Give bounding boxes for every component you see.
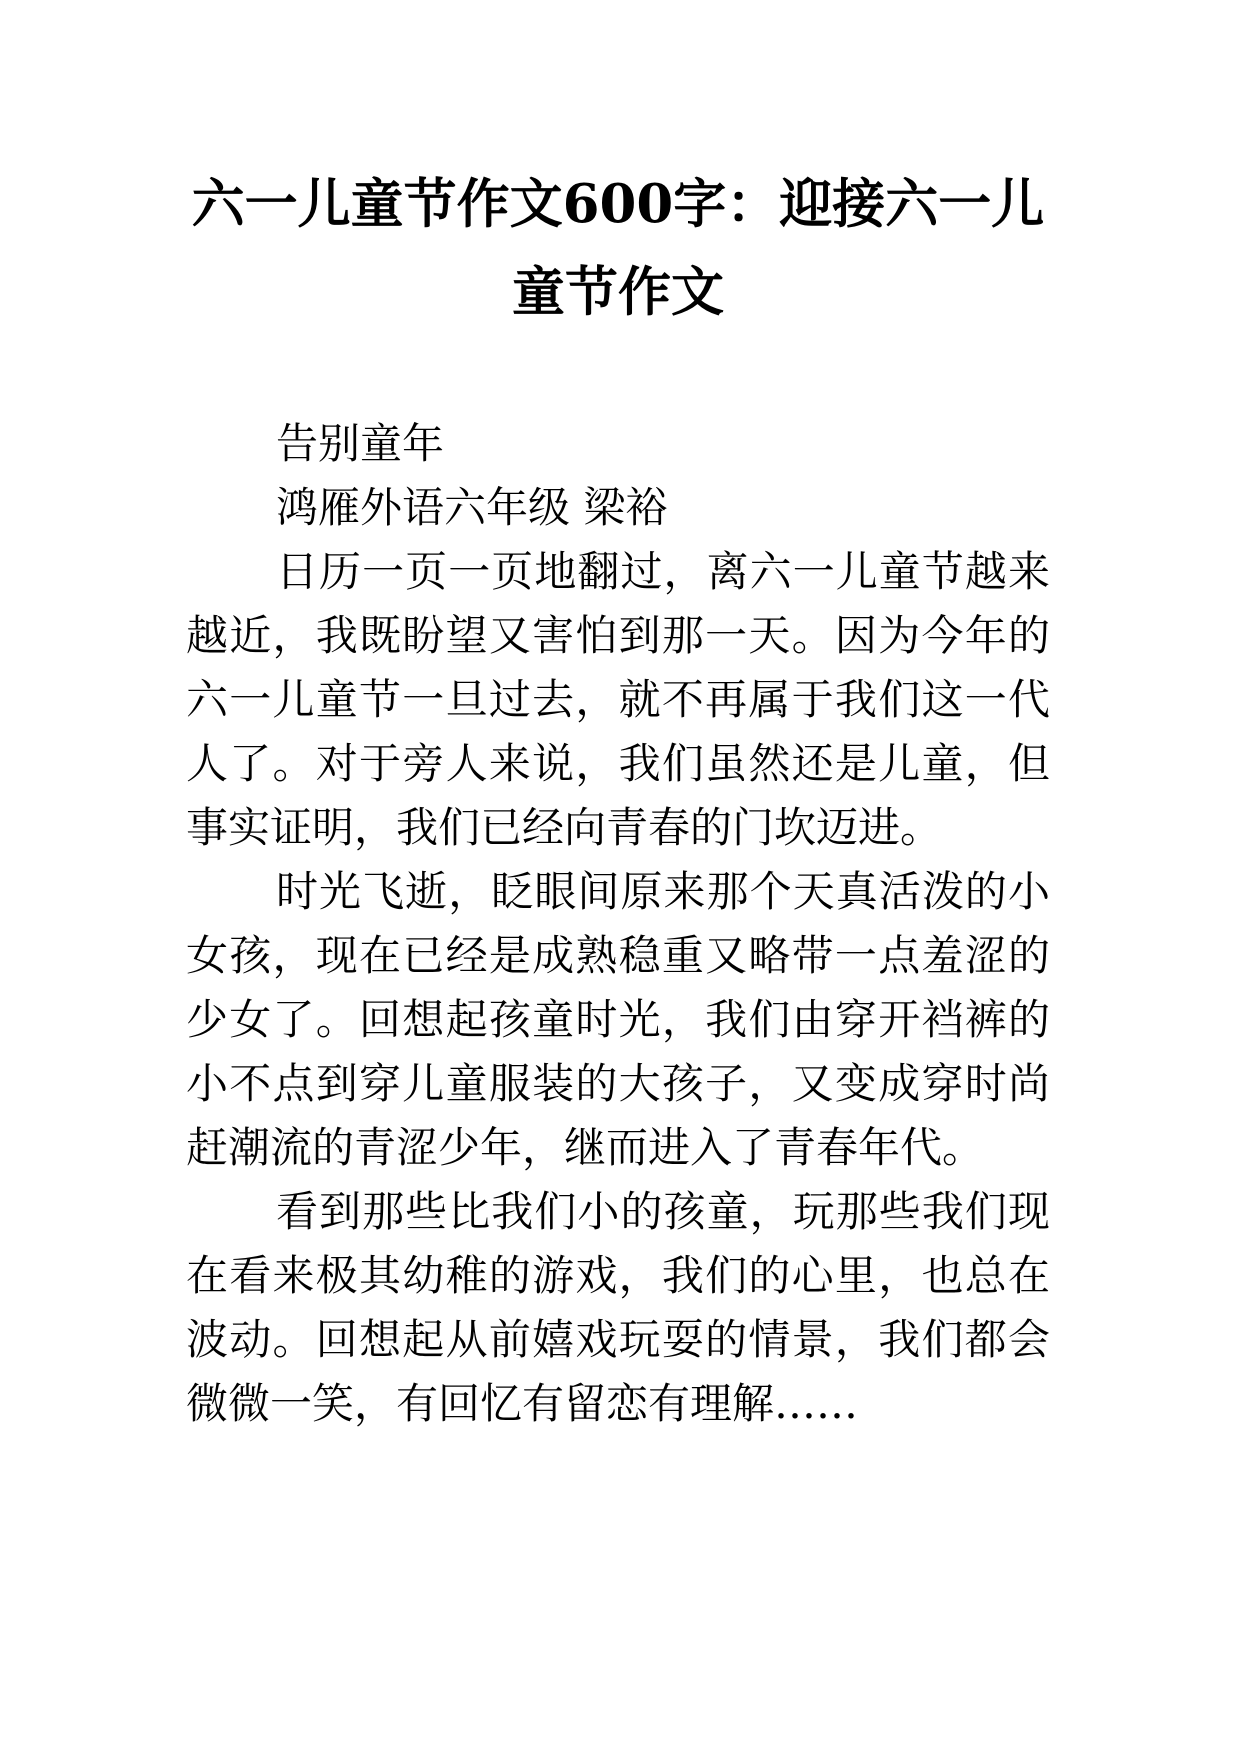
paragraph-1: 日历一页一页地翻过，离六一儿童节越来越近，我既盼望又害怕到那一天。因为今年的六一儿童节一旦过去，就不再属于我们这一代人了。对于旁人来说，我们虽然还是儿童，但事实证明，我们已经向青春的门坎迈进。: [186, 547, 1050, 852]
essay-subtitle: 告别童年: [276, 419, 445, 468]
document-page: [186, 0, 1050, 1754]
essay-author: 鸿雁外语六年级 梁裕: [276, 483, 668, 532]
title-line-2: 童节作文: [512, 261, 724, 323]
title-line-1: 六一儿童节作文600字：迎接六一儿: [191, 173, 1045, 235]
paragraph-2: 时光飞逝，眨眼间原来那个天真活泼的小女孩，现在已经是成熟稳重又略带一点羞涩的少女了。回想起孩童时光，我们由穿开裆裤的小不点到穿儿童服装的大孩子，又变成穿时尚赶潮流的青涩少年，继而进入了青春年代。: [186, 867, 1050, 1172]
paragraph-3: 看到那些比我们小的孩童，玩那些我们现在看来极其幼稚的游戏，我们的心里，也总在波动。回想起从前嬉戏玩耍的情景，我们都会微微一笑，有回忆有留恋有理解……: [186, 1187, 1050, 1428]
document-title: [186, 160, 1050, 336]
document-body: [186, 412, 1050, 1436]
